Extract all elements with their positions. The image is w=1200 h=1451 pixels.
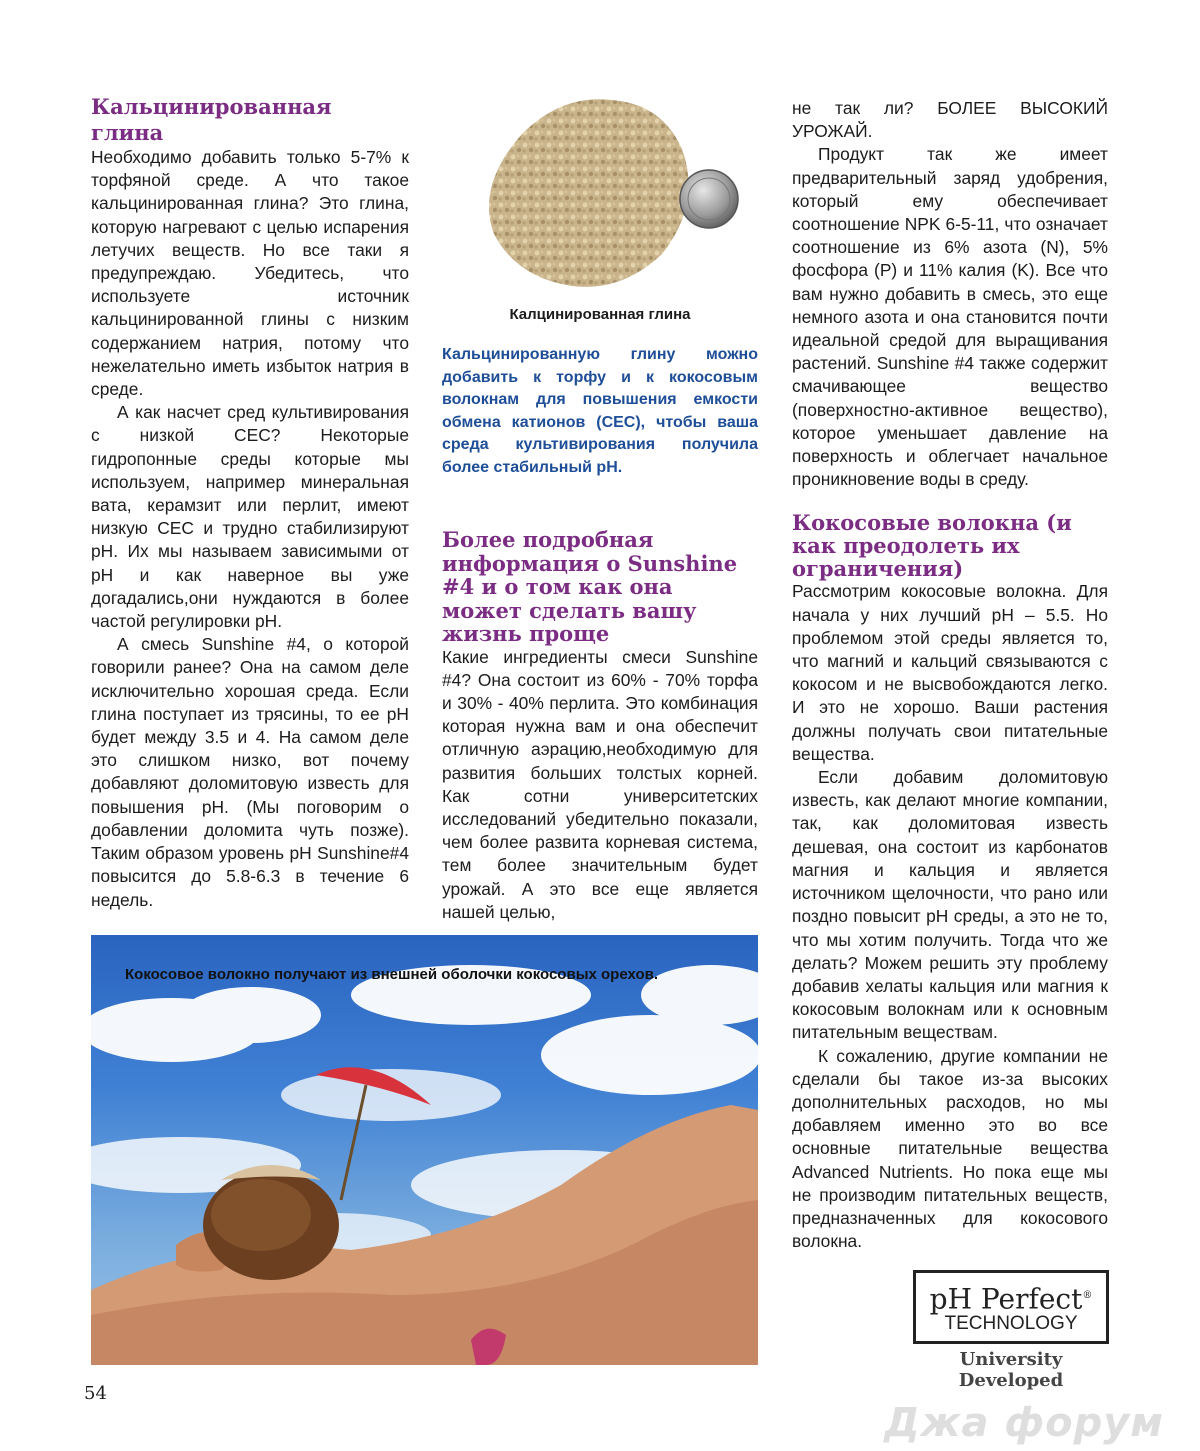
- column-middle: [442, 344, 758, 924]
- ph-perfect-logo: [913, 1270, 1109, 1391]
- logo-main-text: [916, 1281, 1106, 1314]
- paragraph: Какие ингредиенты смеси Sunshine #4? Она состоит из 60% - 70% торфа и 30% - 40% перлита. Это комбинация которая нужна вам и она обеспечит отличную аэрацию,необходимую для развития больших толстых корней. Как сотни университетских исследований убедительно показали, чем более развита корневая система, тем более значительным будет урожай. А это все еще является нашей целью,: [442, 646, 758, 922]
- logo-tagline: University Developed: [958, 1349, 1064, 1391]
- coconut-beach-photo: [91, 935, 758, 1365]
- column-right: [792, 97, 1108, 1253]
- page-number: 54: [84, 1383, 107, 1404]
- section-heading-calcined-clay: Кальцинированная глина: [91, 94, 332, 145]
- paragraph: А как насчет сред культивирования с низкой CEC? Некоторые гидропонные среды которые мы используем, например минеральная вата, керамзит или перлит, имеют низкую CEC и трудно стабилизируют pH. Их мы называем зависимыми от pH и как наверное вы уже догадались,они нуждаются в более частой регулировки pH.: [91, 402, 409, 632]
- calcined-clay-image: [462, 94, 752, 294]
- logo-box: [913, 1270, 1109, 1344]
- logo-title: pH Perfect: [929, 1282, 1083, 1316]
- photo-caption: Кокосовое волокно получают из внешней оболочки кокосовых орехов.: [125, 966, 659, 983]
- paragraph: не так ли? БОЛЕЕ ВЫСОКИЙ УРОЖАЙ.: [792, 98, 1108, 142]
- clay-image-caption: Калцинированная глина: [509, 306, 691, 323]
- forum-watermark: Джа форум: [884, 1400, 1164, 1446]
- registered-mark: ®: [1082, 1290, 1093, 1301]
- paragraph: А смесь Sunshine #4, о которой говорили ранее? Она на самом деле исключительно хорошая среда. Если глина поступает из трясины, то ее pH будет между 3.5 и 4. На самом деле это слишком низко, вот почему добавляют доломитовую известь для повышения pH. (Мы поговорим о добавлении доломита чуть позже). Таким образом уровень pH Sunshine#4 повысится до 5.8-6.3 в течение 6 недель.: [91, 634, 409, 910]
- column-left: [91, 94, 409, 912]
- coin: [680, 170, 738, 228]
- paragraph: Если добавим доломитовую известь, как делают многие компании, так, как доломитовая известь дешевая, она состоит из карбонатов магния и кальция и является источником щелочности, что рано или поздно повысит pH среды, а это не то, что мы хотим получить. Тогда что же делать? Можем решить эту проблему добавив хелаты кальция или магния к кокосовым волокнам или к основным питательным веществам.: [792, 767, 1108, 1043]
- paragraph: К сожалению, другие компании не сделали бы такое из-за высоких дополнительных расходов, но мы добавляем именно это во все основные питательные вещества Advanced Nutrients. Но пока еще мы не производим питательных веществ, предназначенных для кокосового волокна.: [792, 1045, 1108, 1252]
- logo-sub-text: TECHNOLOGY: [944, 1313, 1078, 1335]
- section-heading-sunshine: Более подробная информация о Sunshine #4 и о том как она может сделать вашу жизнь проще: [442, 527, 738, 646]
- paragraph: Необходимо добавить только 5-7% к торфяной среде. А что такое кальцинированная глина? Это глина, которую нагревают с целью испарения летучих веществ. Но все таки я предупреждаю. Убедитесь, что используете источник кальцинированной глины с низким содержанием натрия, потому что нежелательно иметь избыток натрия в среде.: [91, 147, 409, 400]
- section-heading-coco-fiber: Кокосовые волокна (и как преодолеть их ограничения): [792, 510, 1072, 582]
- paragraph: Рассмотрим кокосовые волокна. Для начала у них лучший pH – 5.5. Но проблемом этой среды является то, что магний и кальций связываются с кокосом и не высвобождаются легко. И это не хорошо. Ваши растения должны получать свои питательные вещества.: [792, 581, 1108, 764]
- paragraph: Продукт так же имеет предварительный заряд удобрения, который ему обеспечивает соотношение NPK 6-5-11, что означает соотношение из 6% азота (N), 5% фосфора (P) и 11% калия (K). Все что вам нужно добавить в смесь, это еще немного азота и она становится почти идеальной средой для выращивания растений. Sunshine #4 также содержит смачивающее вещество (поверхностно-активное вещество), которое уменьшает давление на поверхность и облегчает начальное проникновение воды в среду.: [792, 144, 1108, 490]
- highlight-note: Кальцинированную глину можно добавить к торфу и к кокосовым волокнам для повышения емкости обмена катионов (CEC), чтобы ваша среда культивирования получила более стабильный pH.: [442, 346, 758, 476]
